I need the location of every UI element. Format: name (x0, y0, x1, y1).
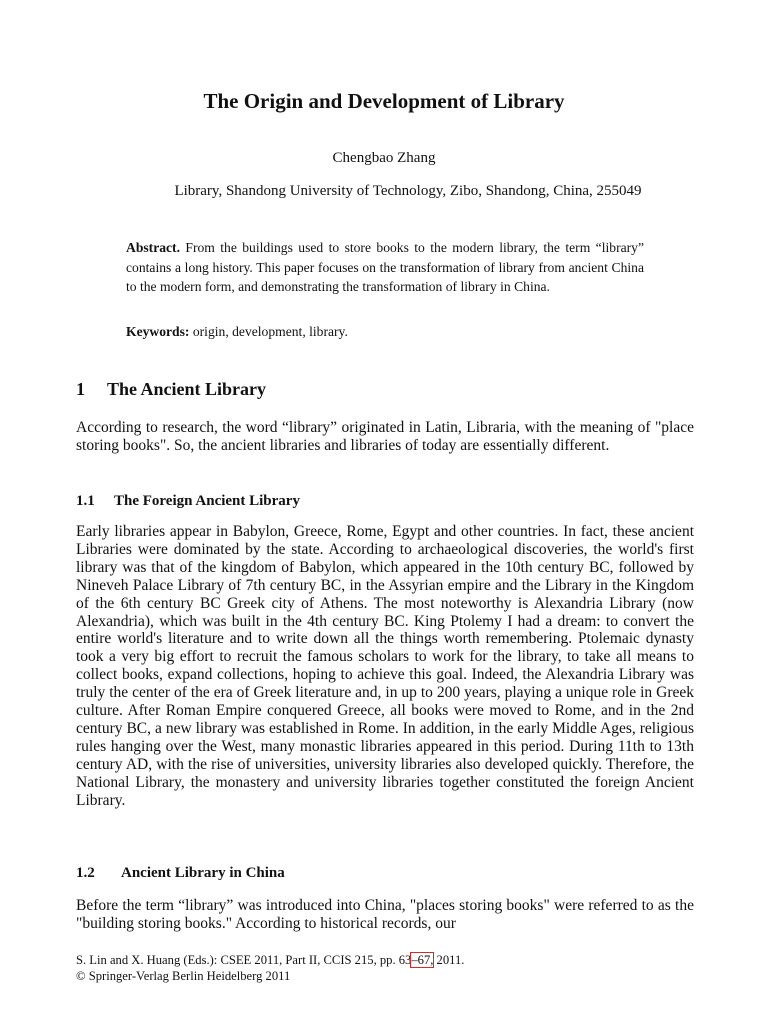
subsection-heading-1-1 (76, 491, 300, 511)
copyright-line: © Springer-Verlag Berlin Heidelberg 2011 (76, 969, 291, 983)
subsection-number: 1.2 (76, 865, 95, 881)
keywords-text: origin, development, library. (192, 324, 348, 339)
subsection-title: Ancient Library in China (121, 865, 285, 881)
subsection-heading-1-2 (76, 863, 285, 883)
citation-text: S. Lin and X. Huang (Eds.): CSEE 2011, Part II, CCIS 215, pp. 63 (76, 953, 412, 967)
keywords-label: Keywords: (126, 324, 190, 339)
subsection-number: 1.1 (76, 493, 95, 509)
section-heading-1 (76, 377, 266, 401)
page-footer (76, 952, 716, 984)
abstract-text: From the buildings used to store books to the modern library, the term “library” contains a long history. This paper focuses on the transformation of library from ancient China to the modern form, and demonstrating the transformation of library in China. (126, 240, 644, 294)
subsection-1-2-paragraph: Before the term “library” was introduced into China, "places storing books" were referred to as the "building storing books." According to historical records, our (76, 897, 694, 932)
citation-year: 2011. (433, 953, 465, 967)
subsection-title: The Foreign Ancient Library (114, 493, 300, 509)
author-name: Chengbao Zhang (332, 150, 436, 166)
abstract (126, 238, 644, 297)
abstract-label: Abstract. (126, 240, 180, 255)
section-number: 1 (76, 379, 85, 399)
section-title: The Ancient Library (107, 379, 267, 399)
paper-title: The Origin and Development of Library (203, 89, 565, 113)
subsection-1-1-paragraph: Early libraries appear in Babylon, Greece, Rome, Egypt and other countries. In fact, these ancient Libraries were dominated by the state. According to archaeological discoveries, the world's first library was that of the kingdom of Babylon, which appeared in the 10th century BC, followed by Nineveh Palace Library of 7th century BC, in the Assyrian empire and the Library in the Kingdom of the 6th century BC Greek city of Athens. The most noteworthy is Alexandria Library (now Alexandria), which was built in the 4th century BC. King Ptolemy I had a dream: to convert the entire world's literature and to write down all the things worth remembering. Ptolemaic dynasty took a very big effort to recruit the famous scholars to work for the library, to take all means to collect books, expand collections, hoping to achieve this goal. Indeed, the Alexandria Library was truly the center of the era of Greek literature and, in up to 200 years, playing a unique role in Greek culture. After Roman Empire conquered Greece, all books were moved to Rome, and in the 2nd century BC, a new library was established in Rome. In addition, in the early Middle Ages, religious rules hanging over the West, many monastic libraries appeared in this period. During 11th to 13th century AD, with the rise of universities, university libraries also developed quickly. Therefore, the National Library, the monastery and university libraries together constituted the foreign Ancient Library. (76, 523, 694, 809)
keywords (126, 322, 644, 342)
author-affiliation: Library, Shandong University of Technology, Zibo, Shandong, China, 255049 (174, 183, 642, 199)
page-range-link[interactable]: –67, (411, 953, 434, 967)
section-1-paragraph: According to research, the word “library” originated in Latin, Libraria, with the meaning of "place storing books". So, the ancient libraries and libraries of today are essentially different. (76, 419, 694, 454)
citation-line (76, 952, 716, 968)
